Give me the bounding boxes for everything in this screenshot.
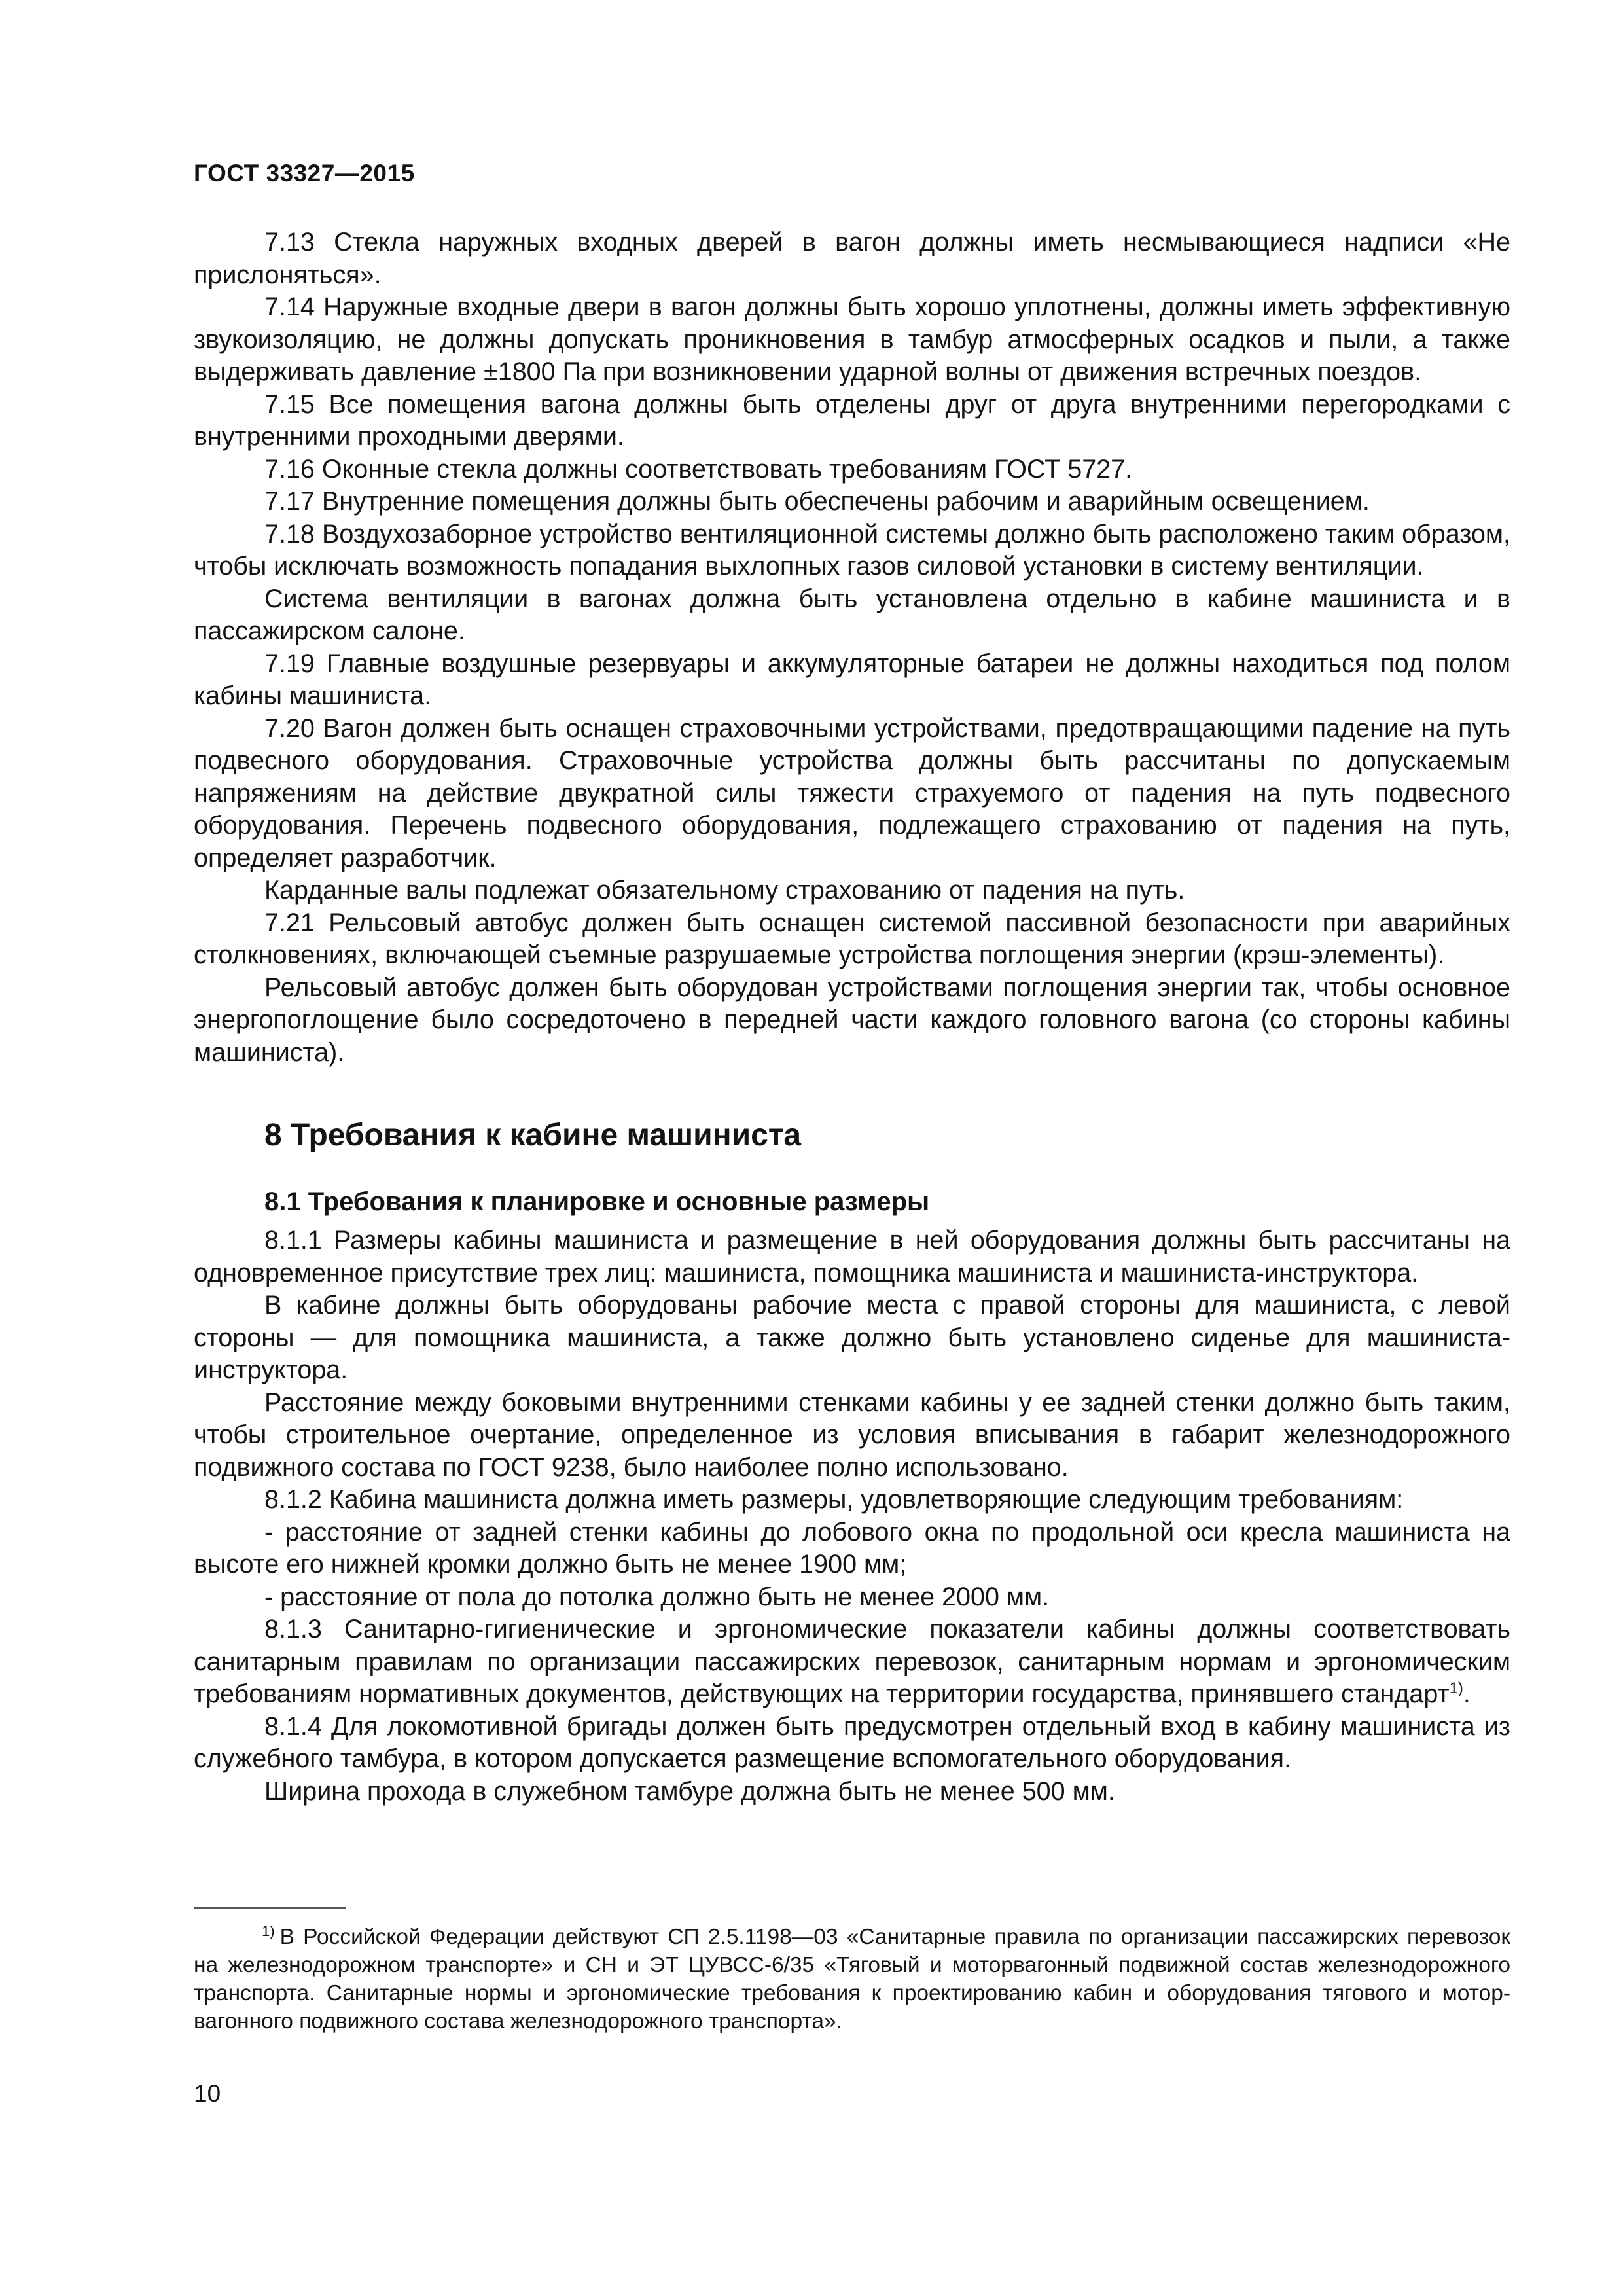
- page-number: 10: [194, 2080, 221, 2107]
- paragraph: 7.18 Воздухозаборное устройство вентиляционной системы должно быть расположено таким образом, чтобы исключать возможность попадания выхлопных газов силовой установки в систему вентиляции.: [194, 519, 1510, 581]
- document-code-header: ГОСТ 33327—2015: [194, 160, 415, 187]
- list-item: - расстояние от задней стенки кабины до лобового окна по продольной оси кресла машиниста на высоте его нижней кромки должно быть не менее 1900 мм;: [194, 1517, 1510, 1579]
- footnote-reference[interactable]: 1): [1449, 1679, 1463, 1697]
- paragraph-with-footnote: [194, 1613, 1510, 1711]
- paragraph: 7.16 Оконные стекла должны соответствовать требованиям ГОСТ 5727.: [264, 454, 1133, 484]
- paragraph: В кабине должны быть оборудованы рабочие места с правой стороны для машиниста, с левой стороны — для помощника машиниста, а также должно быть установлено сиденье для машиниста-инструктора.: [194, 1291, 1510, 1384]
- paragraph-end: .: [1463, 1679, 1471, 1708]
- paragraph: 7.19 Главные воздушные резервуары и аккумуляторные батареи не должны находиться под полом кабины машиниста.: [194, 649, 1510, 710]
- paragraph: Ширина прохода в служебном тамбуре должна быть не менее 500 мм.: [264, 1776, 1115, 1806]
- paragraph: 8.1.4 Для локомотивной бригады должен быть предусмотрен отдельный вход в кабину машиниста из служебного тамбура, в котором допускается размещение вспомогательного оборудования.: [194, 1712, 1510, 1773]
- paragraph: 8.1.1 Размеры кабины машиниста и размещение в ней оборудования должны быть рассчитаны на одновременное присутствие трех лиц: машиниста, помощника машиниста и машиниста-инструктора.: [194, 1226, 1510, 1287]
- paragraph: 7.17 Внутренние помещения должны быть обеспечены рабочим и аварийным освещением.: [264, 487, 1370, 516]
- footnote-mark: 1): [262, 1923, 275, 1939]
- paragraph: Система вентиляции в вагонах должна быть установлена отдельно в кабине машиниста и в пассажирском салоне.: [194, 584, 1510, 645]
- footnote-divider: [194, 1907, 346, 1909]
- list-item: - расстояние от пола до потолка должно быть не менее 2000 мм.: [264, 1582, 1050, 1611]
- paragraph: Рельсовый автобус должен быть оборудован устройствами поглощения энергии так, чтобы основное энергопоглощение было сосредоточено в передней части каждого головного вагона (со стороны кабины машиниста).: [194, 973, 1510, 1067]
- paragraph: 7.20 Вагон должен быть оснащен страховочными устройствами, предотвращающими падение на путь подвесного оборудования. Страховочные устройства должны быть рассчитаны по допускаемым напряжениям на действие двукратной силы тяжести страхуемого от падения на путь подвесного оборудования. Перечень подвесного оборудования, подлежащего страхованию от падения на путь, определяет разработчик.: [194, 713, 1510, 872]
- section-heading: 8 Требования к кабине машиниста: [264, 1118, 802, 1153]
- paragraph-text: 8.1.3 Санитарно-гигиенические и эргономические показатели кабины должны соответствовать санитарным правилам по организации пассажирских перевозок, санитарным нормам и эргономическим требованиям нормативных документов, действующих на территории государства, принявшего стандарт: [194, 1615, 1510, 1708]
- footnote-text: В Российской Федерации действуют СП 2.5.1198—03 «Санитарные правила по организации пассажирских перевозок на железнодорожном транспорте» и СН и ЭТ ЦУВСС-6/35 «Тяговый и моторвагонный подвижной состав железнодорожного транспорта. Санитарные нормы и эргономические требования к проектированию кабин и оборудования тягового и мотор-вагонного подвижного состава железнодорожного транспорта».: [194, 1925, 1510, 2034]
- paragraph: 7.21 Рельсовый автобус должен быть оснащен системой пассивной безопасности при аварийных столкновениях, включающей съемные разрушаемые устройства поглощения энергии (крэш-элементы).: [194, 908, 1510, 969]
- footnote: [194, 1923, 1510, 2036]
- paragraph: 7.13 Стекла наружных входных дверей в вагон должны иметь несмывающиеся надписи «Не прислоняться».: [194, 228, 1510, 289]
- document-body: [194, 226, 1510, 1808]
- paragraph: Карданные валы подлежат обязательному страхованию от падения на путь.: [264, 876, 1185, 905]
- subsection-heading: 8.1 Требования к планировке и основные размеры: [264, 1187, 930, 1216]
- paragraph: 8.1.2 Кабина машиниста должна иметь размеры, удовлетворяющие следующим требованиям:: [264, 1485, 1404, 1514]
- paragraph: 7.14 Наружные входные двери в вагон должны быть хорошо уплотнены, должны иметь эффективную звукоизоляцию, не должны допускать проникновения в тамбур атмосферных осадков и пыли, а также выдерживать давление ±1800 Па при возникновении ударной волны от движения встречных поездов.: [194, 293, 1510, 386]
- paragraph: 7.15 Все помещения вагона должны быть отделены друг от друга внутренними перегородками с внутренними проходными дверями.: [194, 389, 1510, 451]
- paragraph: Расстояние между боковыми внутренними стенками кабины у ее задней стенки должно быть таким, чтобы строительное очертание, определенное из условия вписывания в габарит железнодорожного подвижного состава по ГОСТ 9238, было наиболее полно использовано.: [194, 1388, 1510, 1482]
